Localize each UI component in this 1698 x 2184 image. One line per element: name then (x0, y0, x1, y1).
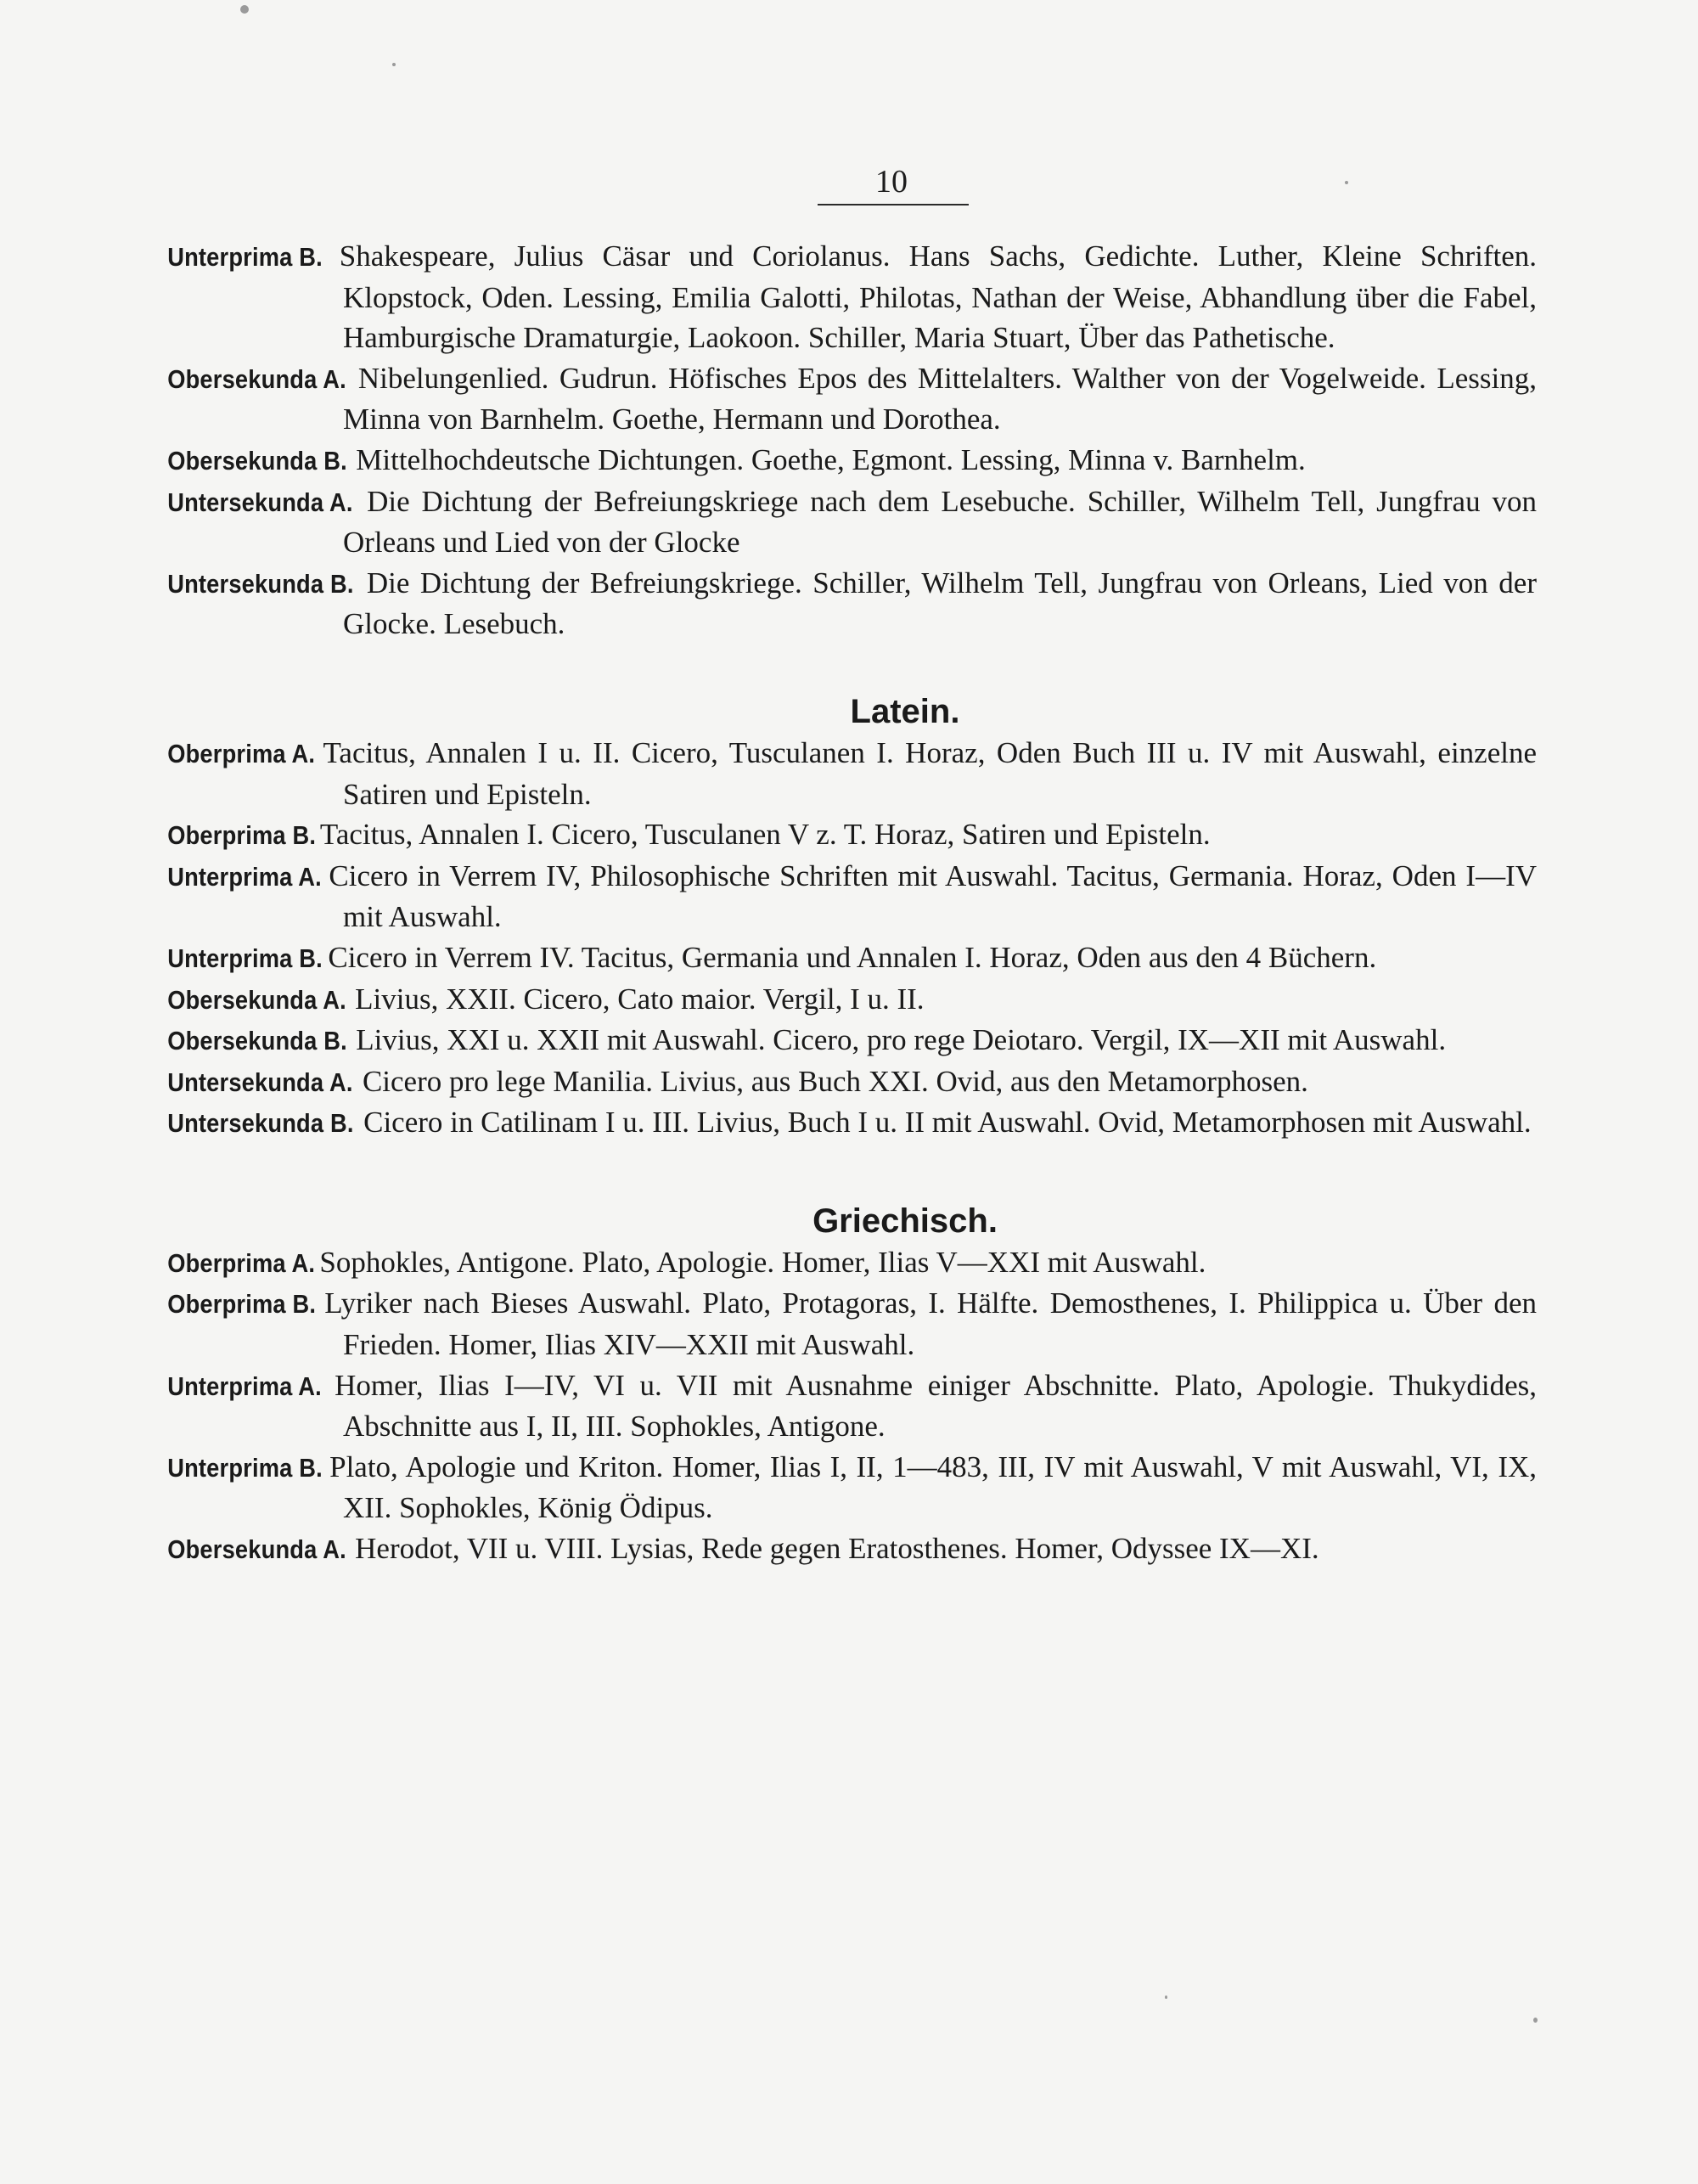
entry-label: Obersekunda B. (167, 1026, 347, 1056)
entry-text: Tacitus, Annalen I u. II. Cicero, Tusculanen I. Horaz, Oden Buch III u. IV mit Auswahl, einzelne Satiren und Episteln. (323, 735, 1537, 811)
entry-deutsch-obersekunda-a (167, 358, 1538, 440)
entry-label: Obersekunda B. (167, 445, 347, 476)
entry-text: Tacitus, Annalen I. Cicero, Tusculanen V z. T. Horaz, Satiren und Episteln. (319, 818, 1211, 852)
entry-text: Livius, XXI u. XXII mit Auswahl. Cicero, pro rege Deiotaro. Vergil, IX—XII mit Auswahl. (356, 1023, 1447, 1057)
entry-label: Untersekunda A. (167, 1067, 353, 1097)
scan-speck (1345, 181, 1348, 184)
entry-deutsch-obersekunda-b (167, 440, 1537, 481)
entry-griechisch-obersekunda-a (167, 1528, 1537, 1570)
section-heading-griechisch: Griechisch. (812, 1202, 998, 1240)
entry-latein-oberprima-a (167, 733, 1537, 814)
entry-griechisch-unterprima-a (167, 1365, 1538, 1447)
entry-latein-untersekunda-a (167, 1061, 1537, 1103)
entry-label: Oberprima B. (167, 820, 317, 851)
entry-text: Livius, XXII. Cicero, Cato maior. Vergil, I u. II. (355, 982, 925, 1016)
entry-text: Homer, Ilias I—IV, VI u. VII mit Ausnahme einiger Abschnitte. Plato, Apologie. Thukydides, Abschnitte aus I, II, III. Sophokles, Antigone. (335, 1368, 1538, 1444)
page-content (167, 236, 1538, 1570)
entry-text: Nibelungenlied. Gudrun. Höfisches Epos des Mittelalters. Walther von der Vogelweide. Lessing, Minna von Barnhelm. Goethe, Hermann und Dorothea. (343, 361, 1538, 436)
entry-deutsch-untersekunda-a (167, 481, 1537, 563)
entry-deutsch-unterprima-b (167, 236, 1538, 358)
entry-label: Unterprima B. (167, 1452, 323, 1483)
entry-latein-oberprima-b (167, 814, 1537, 856)
entry-text: Cicero in Catilinam I u. III. Livius, Buch I u. II mit Auswahl. Ovid, Metamorphosen mit Auswahl. (363, 1106, 1532, 1140)
entry-latein-obersekunda-a (167, 979, 1537, 1021)
entry-latein-unterprima-a (167, 856, 1538, 937)
entry-griechisch-oberprima-a (167, 1242, 1537, 1284)
entry-label: Unterprima B. (167, 943, 323, 973)
scan-speck (392, 63, 396, 66)
entry-text: Sophokles, Antigone. Plato, Apologie. Homer, Ilias V—XXI mit Auswahl. (319, 1245, 1206, 1279)
entry-label: Oberprima A. (167, 1247, 316, 1278)
section-deutsch (167, 236, 1538, 645)
entry-griechisch-unterprima-b (167, 1447, 1537, 1528)
entry-text: Shakespeare, Julius Cäsar und Coriolanus. Hans Sachs, Gedichte. Luther, Kleine Schriften. Klopstock, Oden. Lessing, Emilia Galotti, Philotas, Nathan der Weise, Abhandlung über die Fabel, Hamburgische Dramaturgie, Laokoon. Schiller, Maria Stuart, Über das Pathetische. (339, 239, 1538, 355)
entry-text: Plato, Apologie und Kriton. Homer, Ilias I, II, 1—483, III, IV mit Auswahl, V mit Auswahl, VI, IX, XII. Sophokles, König Ödipus. (329, 1449, 1537, 1525)
section-heading-latein: Latein. (850, 692, 960, 730)
entry-latein-untersekunda-b (167, 1102, 1537, 1144)
entry-label: Obersekunda A. (167, 984, 346, 1015)
entry-text: Herodot, VII u. VIII. Lysias, Rede gegen Eratosthenes. Homer, Odyssee IX—XI. (355, 1532, 1319, 1566)
page-number: 10 (875, 164, 908, 200)
entry-text: Cicero in Verrem IV, Philosophische Schriften mit Auswahl. Tacitus, Germania. Horaz, Oden I—IV mit Auswahl. (329, 858, 1538, 934)
page-number-rule (818, 204, 969, 205)
entry-label: Untersekunda B. (167, 1108, 354, 1139)
section-griechisch (167, 1200, 1538, 1570)
entry-label: Unterprima B. (167, 242, 323, 272)
entry-text: Cicero pro lege Manilia. Livius, aus Buch XXI. Ovid, aus den Metamorphosen. (362, 1064, 1308, 1098)
entry-text: Mittelhochdeutsche Dichtungen. Goethe, Egmont. Lessing, Minna v. Barnhelm. (356, 442, 1306, 476)
entry-text: Die Dichtung der Befreiungskriege nach dem Lesebuche. Schiller, Wilhelm Tell, Jungfrau von Orleans und Lied von der Glocke (343, 484, 1537, 560)
entry-label: Unterprima A. (167, 1371, 322, 1401)
entry-text: Die Dichtung der Befreiungskriege. Schiller, Wilhelm Tell, Jungfrau von Orleans, Lied von der Glocke. Lesebuch. (343, 566, 1537, 641)
entry-label: Untersekunda A. (167, 487, 353, 517)
entry-latein-unterprima-b (167, 937, 1537, 979)
entry-label: Obersekunda A. (167, 1534, 346, 1565)
entry-latein-obersekunda-b (167, 1020, 1537, 1061)
scan-speck (1165, 1995, 1167, 1999)
section-latein (167, 690, 1538, 1144)
entry-text: Cicero in Verrem IV. Tacitus, Germania und Annalen I. Horaz, Oden aus den 4 Büchern. (328, 940, 1377, 974)
entry-label: Obersekunda A. (167, 363, 346, 394)
entry-deutsch-untersekunda-b (167, 563, 1537, 645)
entry-label: Unterprima A. (167, 861, 322, 892)
entry-griechisch-oberprima-b (167, 1283, 1537, 1365)
scan-speck (240, 5, 249, 14)
scan-speck (1533, 2018, 1538, 2023)
entry-text: Lyriker nach Bieses Auswahl. Plato, Protagoras, I. Hälfte. Demosthenes, I. Philippica u. Über den Frieden. Homer, Ilias XIV—XXII mit Auswahl. (324, 1286, 1537, 1362)
entry-label: Untersekunda B. (167, 568, 354, 599)
entry-label: Oberprima B. (167, 1289, 317, 1320)
entry-label: Oberprima A. (167, 738, 316, 768)
